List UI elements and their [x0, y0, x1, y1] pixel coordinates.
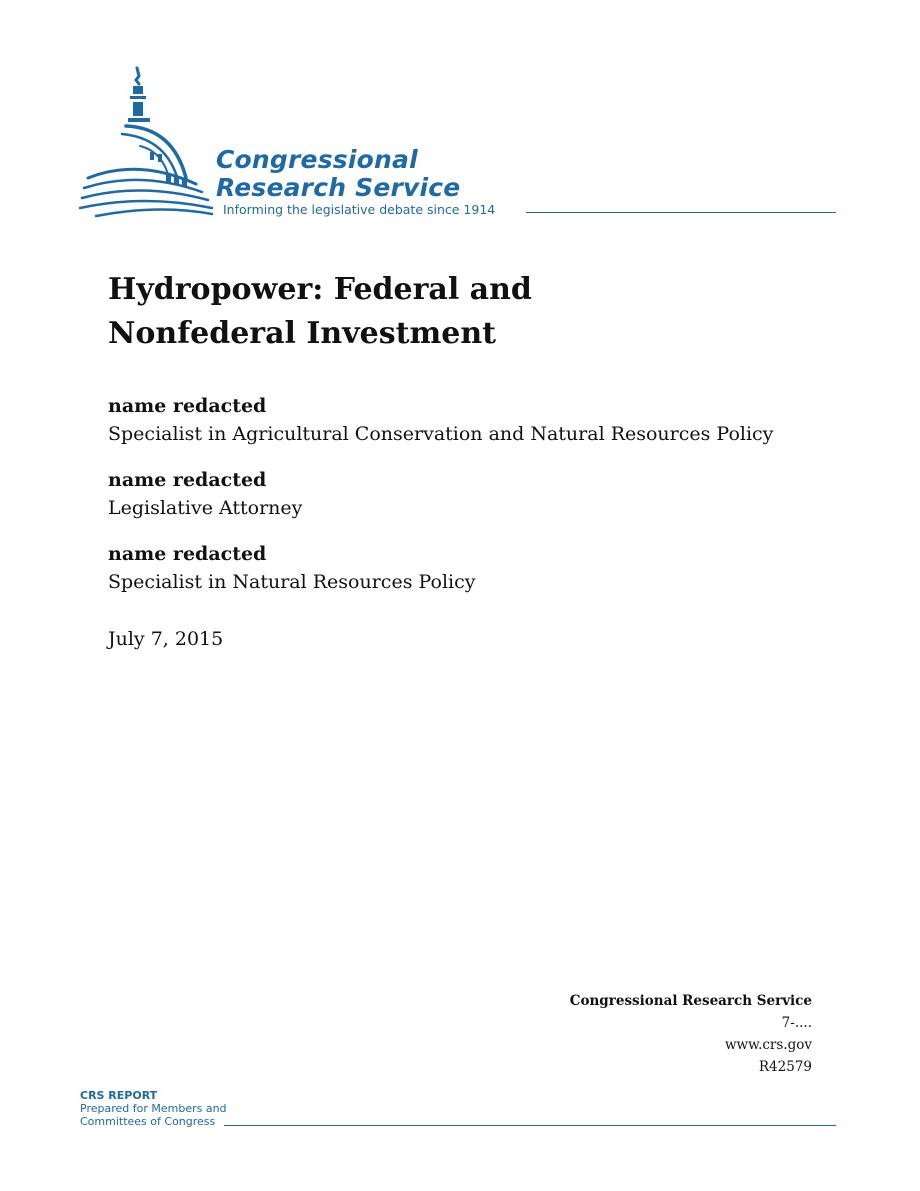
footer-line3: Committees of Congress [80, 1115, 216, 1128]
author-1 [108, 392, 773, 448]
author-3 [108, 540, 475, 596]
report-number: R42579 [758, 1059, 812, 1075]
logo-tagline: Informing the legislative debate since 1914 [223, 202, 496, 217]
publisher-phone: 7-.... [781, 1015, 812, 1031]
logo-wordmark [216, 146, 460, 202]
footer-divider [224, 1125, 836, 1126]
crs-report-footer [80, 1089, 227, 1128]
footer-report-label: CRS REPORT [80, 1089, 158, 1102]
footer-line2: Prepared for Members and [80, 1102, 227, 1115]
logo-name-line1: Congressional [216, 145, 418, 174]
publisher-info [570, 990, 812, 1078]
crs-logo [78, 66, 838, 222]
logo-divider [526, 212, 836, 213]
capitol-dome-icon [78, 66, 218, 222]
title-line1: Hydropower: Federal and [108, 272, 532, 307]
report-title [108, 268, 532, 356]
publisher-website[interactable]: www.crs.gov [725, 1037, 812, 1053]
author-role: Legislative Attorney [108, 497, 303, 519]
author-name: name redacted [108, 543, 267, 565]
author-2 [108, 466, 302, 522]
author-name: name redacted [108, 395, 267, 417]
publisher-org: Congressional Research Service [569, 993, 812, 1009]
logo-name-line2: Research Service [216, 173, 461, 202]
report-date: July 7, 2015 [108, 628, 224, 650]
author-role: Specialist in Natural Resources Policy [108, 571, 476, 593]
author-name: name redacted [108, 469, 267, 491]
title-line2: Nonfederal Investment [108, 316, 496, 351]
author-role: Specialist in Agricultural Conservation and Natural Resources Policy [108, 423, 774, 445]
